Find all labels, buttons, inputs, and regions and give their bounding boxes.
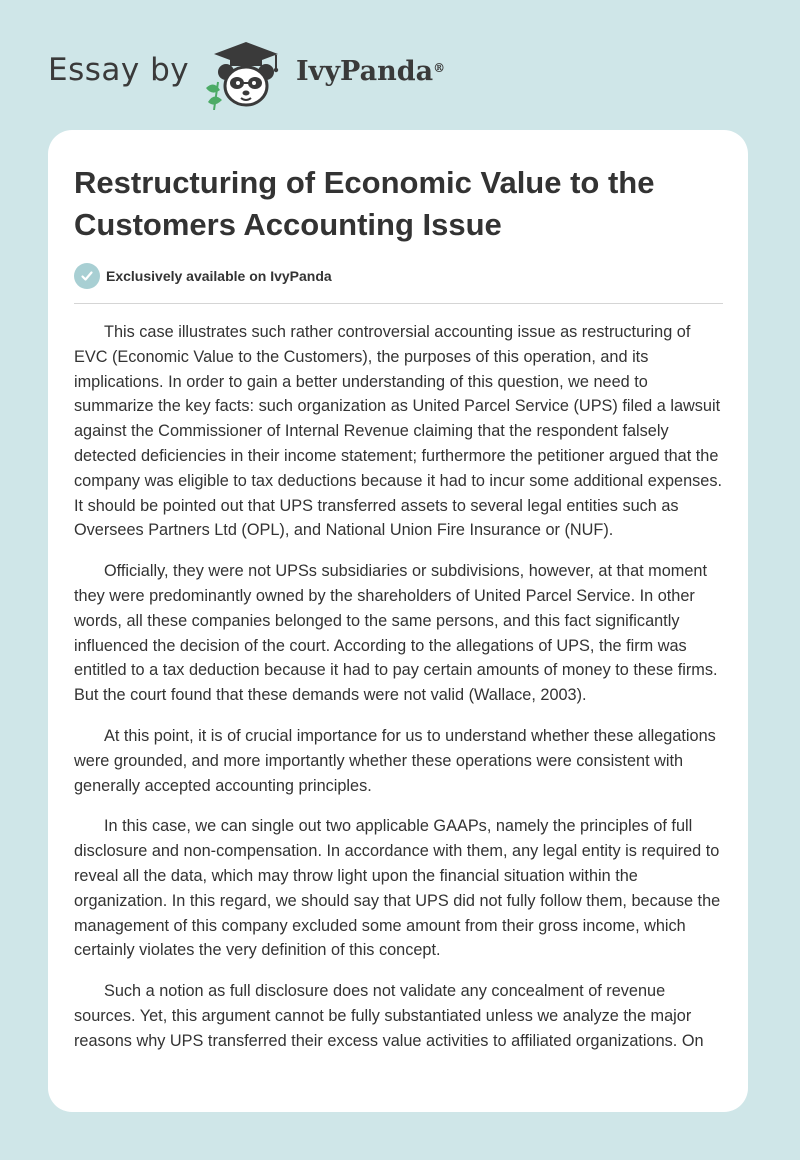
title-divider: [74, 303, 723, 304]
brand-name-text: IvyPanda: [296, 56, 434, 87]
essay-paragraph: In this case, we can single out two applicable GAAPs, namely the principles of full disclosure and non-compensation. In accordance with them, any legal entity is required to reveal all the data, which may throw light upon the financial situation within the organization. In this regard, we should say that UPS did not fully follow them, because the management of this company excluded some amount from their gross income, which certainly violates the very definition of this concept.: [74, 817, 721, 960]
essay-card: [48, 130, 748, 1112]
essay-title: Restructuring of Economic Value to the Customers Accounting Issue: [74, 165, 655, 242]
essay-paragraph: Officially, they were not UPSs subsidiaries or subdivisions, however, at that moment they were predominantly owned by the shareholders of United Parcel Service. In other words, all these companies belonged to the same persons, and this fact significantly influenced the decision of the court. According to the allegations of UPS, the firm was entitled to a tax deduction because it had to pay certain amounts of money to these firms. But the court found that these demands were not valid (Wallace, 2003).: [74, 562, 718, 705]
check-circle-icon: [74, 263, 100, 289]
panda-graduate-icon: [200, 38, 292, 110]
essay-body: [74, 320, 724, 1070]
registered-mark: ®: [433, 61, 446, 75]
exclusive-badge-label: Exclusively available on IvyPanda: [106, 268, 332, 284]
ivypanda-logotype[interactable]: [296, 54, 445, 90]
essay-paragraph: This case illustrates such rather controversial accounting issue as restructuring of EVC (Economic Value to the Customers), the purposes of this operation, and its implications. In order to gain a better understanding of this question, we need to summarize the key facts: such organization as United Parcel Service (UPS) filed a lawsuit against the Commissioner of Internal Revenue claiming that the respondent falsely detected deficiencies in their income statement; furthermore the petitioner argued that the company was eligible to tax deductions because it had to incur some additional expenses. It should be pointed out that UPS transferred assets to several legal entities such as Oversees Partners Ltd (OPL), and National Union Fire Insurance or (NUF).: [74, 323, 723, 540]
site-header: [0, 0, 800, 120]
essay-paragraph: Such a notion as full disclosure does not validate any concealment of revenue sources. Yet, this argument cannot be fully substantiated unless we analyze the major reasons why UPS transferred their excess value activities to affiliated organizations. On: [74, 982, 704, 1050]
essay-by-label: Essay by: [48, 52, 190, 88]
essay-paragraph: At this point, it is of crucial importance for us to understand whether these allegations were grounded, and more importantly whether these operations were consistent with generally accepted accounting principles.: [74, 726, 716, 795]
exclusive-badge: [74, 263, 332, 289]
